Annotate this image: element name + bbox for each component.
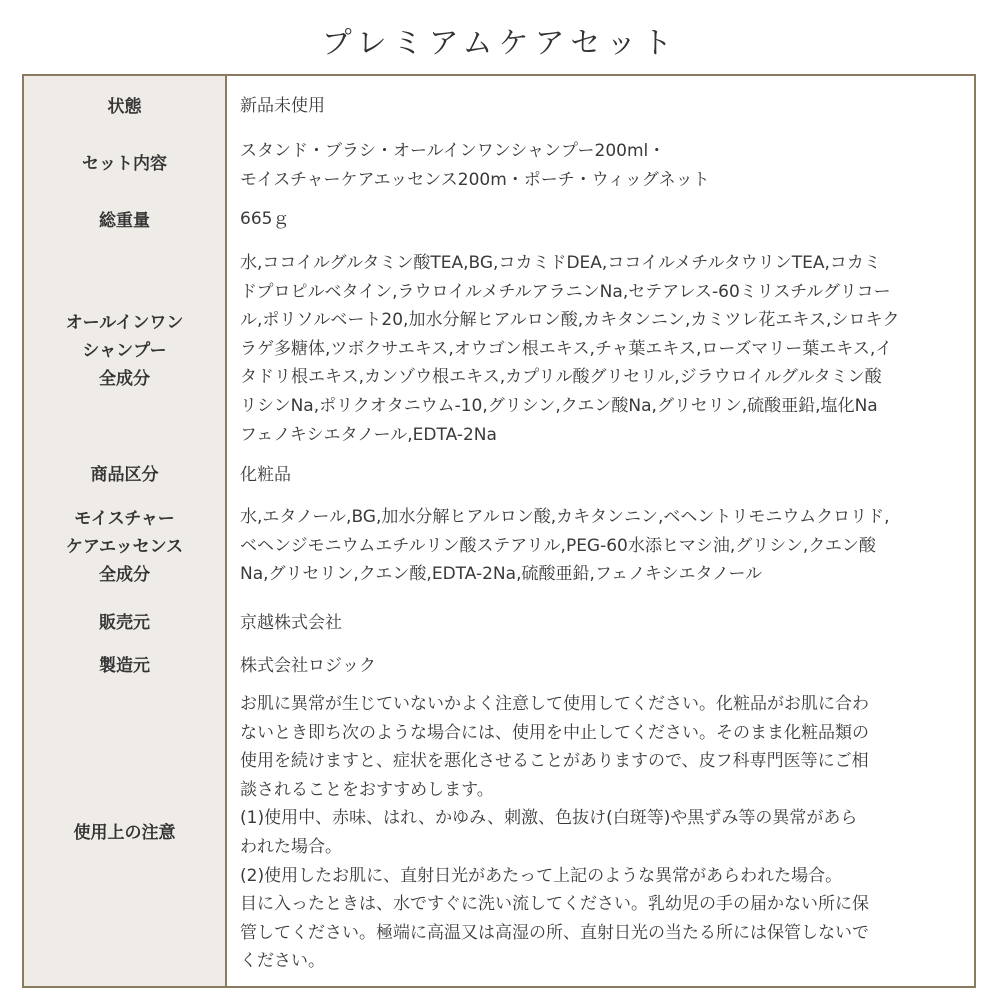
row-label-shampoo-ingredients: オールインワン シャンプー 全成分 (65, 313, 184, 389)
row-value-essence-ingredients: 水,エタノール,BG,加水分解ヒアルロン酸,カキタンニン,ベヘントリモニウムクロリド, ベヘンジモニウムエチルリン酸ステアリル,PEG-60水添ヒマシ油,グリシン,クエン酸 Na,グリセリン,クエン酸,EDTA-2Na,硫酸亜鉛,フェノキシエタノール (240, 507, 890, 585)
row-label-condition: 状態 (107, 97, 142, 117)
spec-table (22, 74, 976, 988)
row-value-distributor: 京越株式会社 (240, 613, 342, 633)
label-column (24, 76, 227, 986)
row-value-set-contents: スタンド・ブラシ・オールインワンシャンプー200ml・ モイスチャーケアエッセンス200m・ポーチ・ウィッグネット (240, 141, 710, 190)
row-label-distributor: 販売元 (99, 613, 150, 633)
row-label-total-weight: 総重量 (99, 211, 150, 231)
value-column (227, 76, 974, 986)
row-value-condition: 新品未使用 (240, 96, 325, 116)
page-title: プレミアムケアセット (321, 26, 679, 61)
row-value-precautions: お肌に異常が生じていないかよく注意して使用してください。化粧品がお肌に合わ ないとき即ち次のような場合には、使用を中止してください。そのまま化粧品類の 使用を続けますと、症状を悪化させることがありますので、皮フ科専門医等にご相 談されることをおすすめします。 (1)使用中、赤味、はれ、かゆみ、刺激、色抜け(白斑等)や黒ずみ等の異常があら われた場合。 (2)使用したお肌に、直射日光があたって上記のような異常があらわれた場合。 目に入ったときは、水ですぐに洗い流してください。乳幼児の手の届かない所に保 管してください。極端に高温又は高湿の所、直射日光の当たる所には保管しないで ください。 (240, 694, 869, 972)
row-value-shampoo-ingredients: 水,ココイルグルタミン酸TEA,BG,コカミドDEA,ココイルメチルタウリンTEA,コカミ ドプロピルベタイン,ラウロイルメチルアラニンNa,セテアレス-60ミリスチルグリコー ル,ポリソルベート20,加水分解ヒアルロン酸,カキタンニン,カミツレ花エキス,シロキク ラゲ多糖体,ツボクサエキス,オウゴン根エキス,チャ葉エキス,ローズマリー葉エキス,イ タドリ根エキス,カンゾウ根エキス,カプリル酸グリセリル,ジラウロイルグルタミン酸 リシンNa,ポリクオタニウム-10,グリシン,クエン酸Na,グリセリン,硫酸亜鉛,塩化Na フェノキシエタノール,EDTA-2Na (240, 253, 900, 445)
row-value-product-category: 化粧品 (240, 465, 291, 485)
row-label-manufacturer: 製造元 (99, 656, 150, 676)
row-label-essence-ingredients: モイスチャー ケアエッセンス 全成分 (65, 509, 184, 585)
row-value-total-weight: 665ｇ (240, 209, 290, 229)
row-label-precautions: 使用上の注意 (73, 823, 176, 843)
row-value-manufacturer: 株式会社ロジック (240, 656, 376, 676)
row-label-product-category: 商品区分 (90, 465, 159, 485)
row-label-set-contents: セット内容 (82, 154, 167, 174)
